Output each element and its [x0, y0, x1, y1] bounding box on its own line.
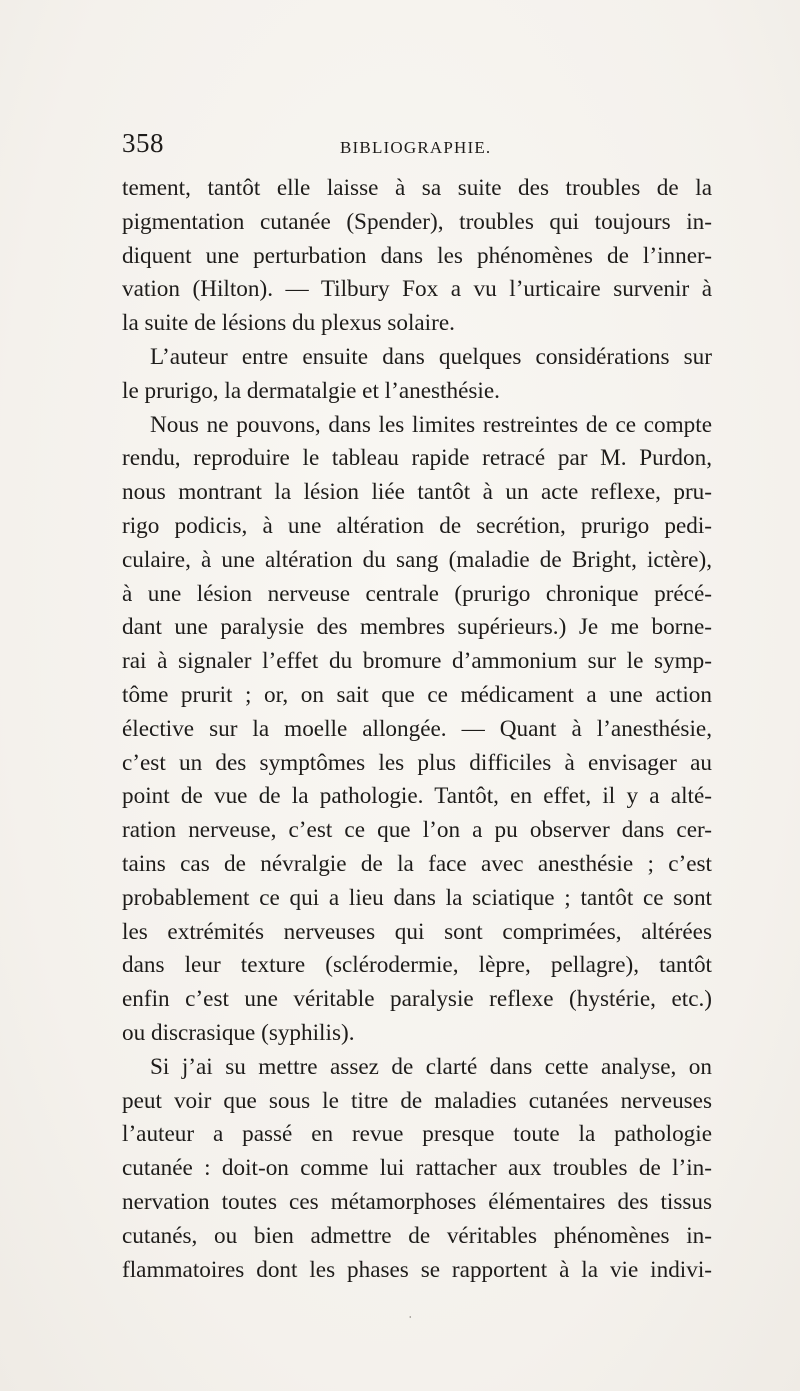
paragraph [122, 1051, 712, 1288]
page-mark: ˌ [408, 1303, 413, 1318]
paragraph [122, 172, 712, 341]
body-text [122, 172, 712, 1287]
text-line: tôme prurit ; or, on sait que ce médicament a une action [122, 681, 712, 708]
text-line: nervation toutes ces métamorphoses élémentaires des tissus [122, 1188, 712, 1215]
text-line: cutanée : doit-on comme lui rattacher aux troubles de l’in- [122, 1155, 712, 1182]
text-line: probablement ce qui a lieu dans la sciatique ; tantôt ce sont [122, 884, 712, 911]
text-line: élective sur la moelle allongée. — Quant à l’anesthésie, [122, 715, 712, 742]
text-line: diquent une perturbation dans les phénomènes de l’inner- [122, 242, 712, 269]
text-line: à une lésion nerveuse centrale (prurigo chronique précé- [122, 580, 712, 607]
text-line: ou discrasique (syphilis). [122, 1019, 355, 1046]
running-title: BIBLIOGRAPHIE. [340, 138, 492, 157]
text-line: vation (Hilton). — Tilbury Fox a vu l’urticaire survenir à [122, 276, 712, 303]
text-line: tement, tantôt elle laisse à sa suite des troubles de la [122, 175, 712, 201]
text-line: tains cas de névralgie de la face avec anesthésie ; c’est [122, 850, 712, 877]
page-number: 358 [122, 128, 164, 158]
text-line: ration nerveuse, c’est ce que l’on a pu observer dans cer- [122, 817, 712, 844]
text-line: culaire, à une altération du sang (maladie de Bright, ictère), [122, 546, 712, 573]
text-line: cutanés, ou bien admettre de véritables phénomènes in- [122, 1222, 712, 1249]
paragraph [122, 341, 712, 409]
text-line: pigmentation cutanée (Spender), troubles qui toujours in- [122, 208, 712, 235]
text-line: L’auteur entre ensuite dans quelques considérations sur [150, 343, 712, 370]
text-line: peut voir que sous le titre de maladies cutanées nerveuses [122, 1087, 712, 1114]
text-line: l’auteur a passé en revue presque toute la pathologie [122, 1121, 712, 1148]
text-line: Si j’ai su mettre assez de clarté dans cette analyse, on [150, 1053, 712, 1080]
text-line: Nous ne pouvons, dans les limites restreintes de ce compte [150, 411, 712, 438]
text-line: enfin c’est une véritable paralysie reflexe (hystérie, etc.) [122, 986, 712, 1013]
text-line: flammatoires dont les phases se rapportent à la vie indivi- [122, 1256, 712, 1283]
text-line: rendu, reproduire le tableau rapide retracé par M. Purdon, [122, 445, 712, 472]
text-line: dans leur texture (sclérodermie, lèpre, pellagre), tantôt [122, 952, 712, 979]
text-line: nous montrant la lésion liée tantôt à un acte reflexe, pru- [122, 479, 712, 506]
text-line: rai à signaler l’effet du bromure d’ammonium sur le symp- [122, 648, 712, 675]
paragraph [122, 409, 712, 1051]
text-line: les extrémités nerveuses qui sont comprimées, altérées [122, 918, 712, 945]
text-line: dant une paralysie des membres supérieurs.) Je me borne- [122, 614, 712, 641]
text-line: c’est un des symptômes les plus difficiles à envisager au [122, 749, 712, 776]
text-line: point de vue de la pathologie. Tantôt, en effet, il y a alté- [122, 783, 712, 810]
text-line: rigo podicis, à une altération de secrétion, prurigo pedi- [122, 512, 712, 539]
page-header [122, 128, 712, 162]
text-line: le prurigo, la dermatalgie et l’anesthésie. [122, 377, 500, 404]
text-line: la suite de lésions du plexus solaire. [122, 310, 455, 337]
